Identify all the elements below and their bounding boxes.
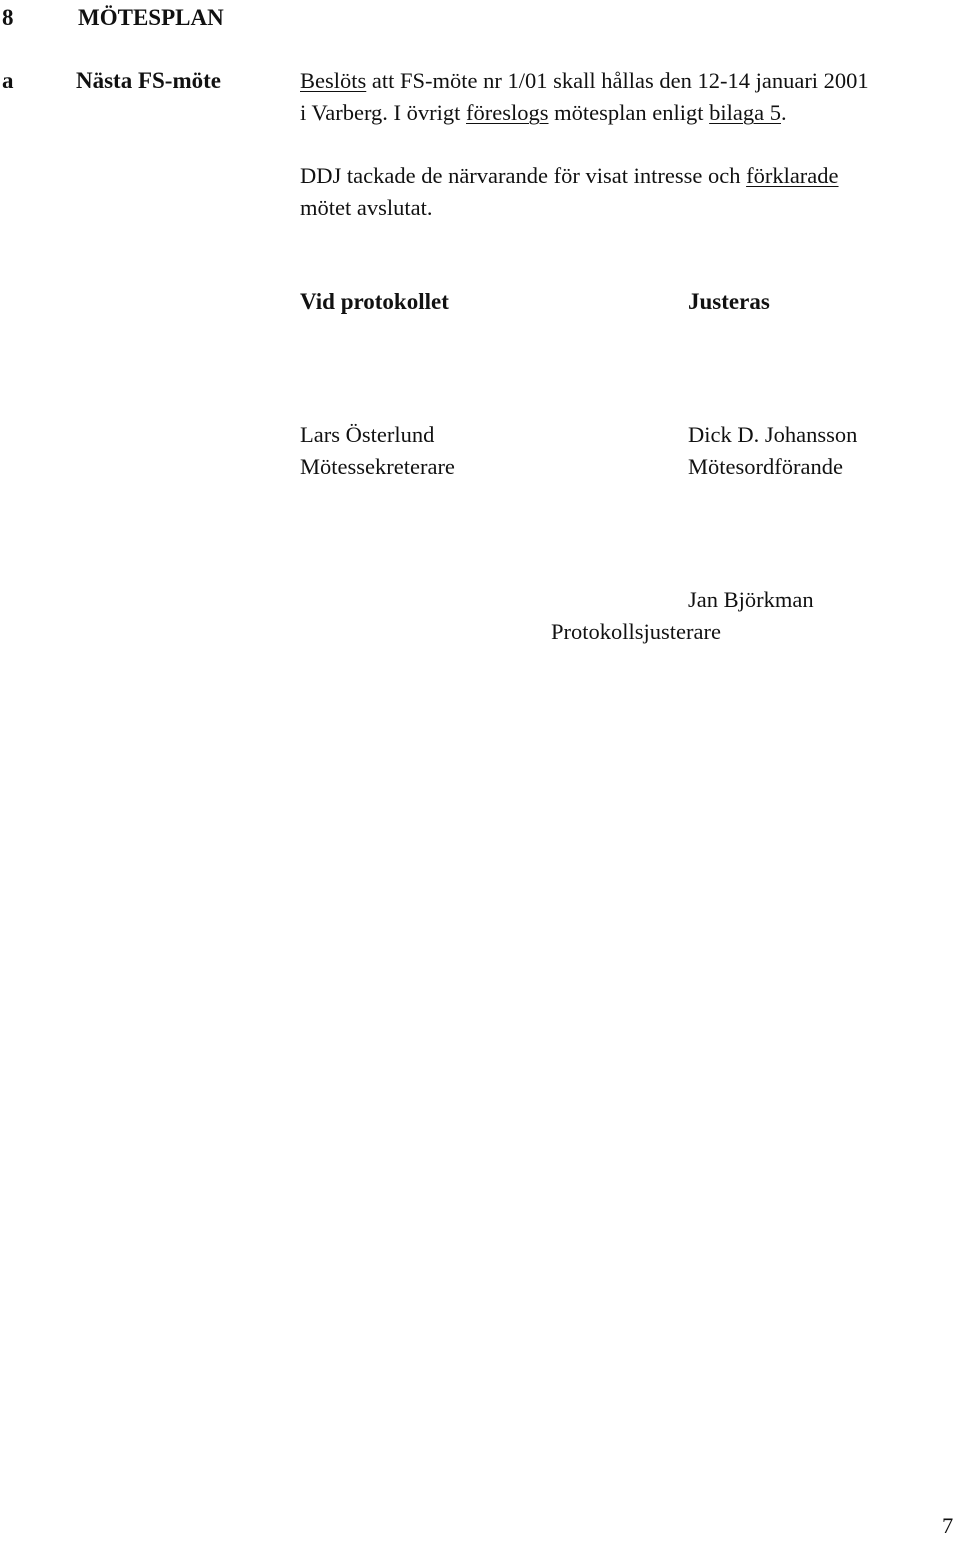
underlined-word: Beslöts [300,68,367,93]
paragraph-2-line-2: mötet avslutat. [300,195,433,220]
underlined-word: förklarade [746,163,839,188]
text-run: DDJ tackade de närvarande för visat intresse och [300,163,747,188]
underlined-word: föreslogs [466,100,549,125]
page-number: 7 [942,1513,954,1538]
signatory-role-third: Protokollsjusterare [551,619,721,644]
underlined-word: bilaga 5 [709,100,781,125]
section-number: 8 [2,5,14,30]
item-letter: a [2,68,14,93]
paragraph-1-line-1 [300,65,869,97]
signatory-name-third: Jan Björkman [688,587,814,612]
text-run: i Varberg. I övrigt [300,100,467,125]
section-title: MÖTESPLAN [78,5,224,30]
signature-heading-left: Vid protokollet [300,289,449,314]
text-run: att FS-möte nr 1/01 skall hållas den 12-14 januari 2001 [366,68,869,93]
signatory-name-left: Lars Österlund [300,422,435,447]
text-run: mötesplan enligt [548,100,710,125]
signatory-name-right: Dick D. Johansson [688,422,858,447]
text-run: . [780,100,787,125]
item-heading: Nästa FS-möte [76,68,221,93]
paragraph-2-line-1 [300,160,839,192]
signatory-role-left: Mötessekreterare [300,454,455,479]
signatory-role-right: Mötesordförande [688,454,843,479]
signature-heading-right: Justeras [688,289,770,314]
paragraph-1-line-2 [300,97,787,129]
